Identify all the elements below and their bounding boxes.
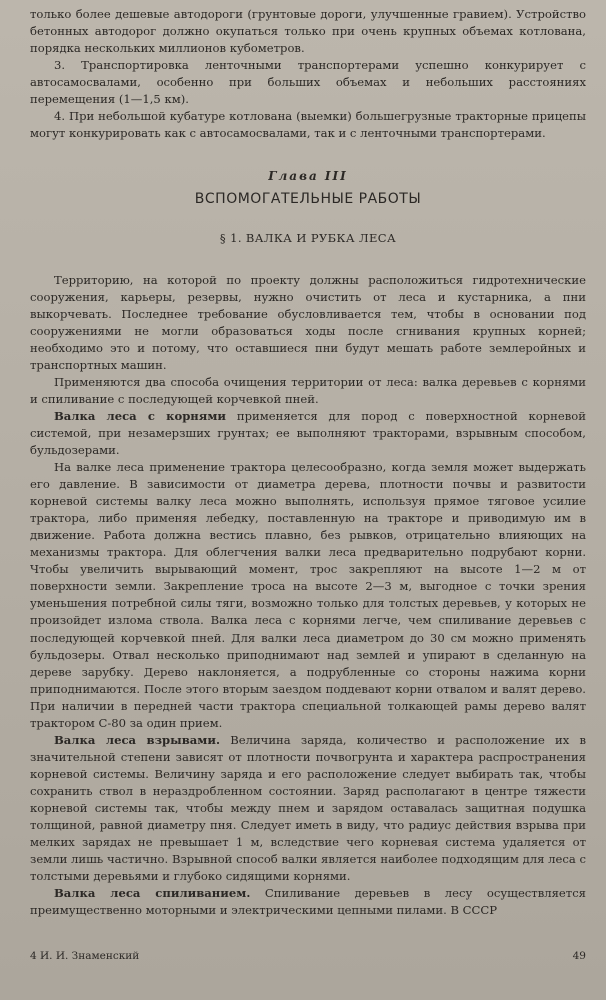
chapter-title: ВСПОМОГАТЕЛЬНЫЕ РАБОТЫ	[194, 191, 422, 208]
paragraph	[30, 732, 586, 885]
section-heading: § 1. ВАЛКА И РУБКА ЛЕСА	[219, 231, 397, 246]
page-footer	[30, 950, 586, 968]
chapter-label: Глава III	[268, 169, 348, 184]
run-in-heading: Валка леса спиливанием.	[54, 886, 251, 901]
page-number: 49	[572, 950, 586, 962]
paragraph: 3. Транспортировка ленточными транспортерами успешно конкурирует с автосамосвалами, особенно при больших объемах и небольших расстояниях перемещения (1—1,5 км).	[30, 58, 586, 107]
paragraph: Территорию, на которой по проекту должны расположиться гидротехнические сооружения, карьеры, резервы, нужно очистить от леса и кустарника, а пни выкорчевать. Последнее требование обусловливается тем, чтобы в основании под сооружениями не могли образоваться ходы после сгнивания крупных корней; необходимо это и потому, что оставшиеся пни будут мешать работе землеройных и транспортных машин.	[30, 272, 586, 372]
run-in-heading: Валка леса с корнями	[54, 408, 227, 423]
signature-mark: 4 И. И. Знаменский	[30, 950, 140, 962]
paragraph: только более дешевые автодороги (грунтовые дороги, улучшенные гравием). Устройство бетонных автодорог должно окупаться только при очень крупных объемах котлована, порядка нескольких миллионов кубометров.	[30, 7, 586, 56]
paragraph-text: Спиливание деревьев в лесу осуществляется преимущественно моторными и электрическими цепными пилами. В СССР	[30, 886, 586, 918]
paragraph: 4. При небольшой кубатуре котлована (выемки) большегрузные тракторные прицепы могут конкурировать как с автосамосвалами, так и с ленточными транспортерами.	[30, 109, 586, 141]
text-column	[30, 6, 586, 919]
paragraph: На валке леса применение трактора целесообразно, когда земля может выдержать его давление. В зависимости от диаметра дерева, плотности почвы и развитости корневой системы валку леса можно выполнять, используя прямое тяговое усилие трактора, либо применяя лебедку, поставленную на тракторе и приводимую им в движение. Работа должна вестись плавно, без рывков, отрицательно влияющих на механизмы трактора. Для облегчения валки леса предварительно подрубают корни. Чтобы увеличить вырывающий момент, трос закрепляют на высоте 1—2 м от поверхности земли. Закрепление троса на высоте 2—3 м, выгодное с точки зрения уменьшения потребной силы тяги, возможно только для толстых деревьев, у которых не произойдет излома ствола. Валка леса с корнями легче, чем спиливание деревьев с последующей корчевкой пней. Для валки леса диаметром до 30 см можно применять бульдозеры. Отвал несколько приподнимают над землей и упирают в сделанную на дереве зарубку. Дерево наклоняется, а подрубленные со стороны нажима корни приподнимаются. После этого вторым заездом поддевают корни отвалом и валят дерево. При наличии в передней части трактора специальной толкающей рамы дерево валят трактором С-80 за один прием.	[30, 460, 586, 730]
paragraph	[30, 885, 586, 919]
run-in-heading: Валка леса взрывами.	[54, 732, 221, 747]
paragraph-text: Величина заряда, количество и расположение их в значительной степени зависят от плотности почвогрунта и характера распространения корневой системы. Величину заряда и его расположение следует выбирать так, чтобы сохранить ствол в нераздробленном состоянии. Заряд располагают в центре тяжести корневой системы так, чтобы между пнем и зарядом оставалась защитная подушка толщиной, равной диаметру пня. Следует иметь в виду, что радиус действия взрыва при мелких зарядах не превышает 1 м, вследствие чего корневая система удаляется от земли лишь частично. Взрывной способ валки является наиболее подходящим для леса с толстыми деревьями и глубоко сидящими корнями.	[30, 732, 586, 884]
paragraph-text: применяется для пород с поверхностной корневой системой, при незамерзших грунтах; ее выполняют тракторами, взрывным способом, бульдозерами.	[30, 408, 586, 457]
paragraph	[30, 408, 586, 459]
paragraph: Применяются два способа очищения территории от леса: валка деревьев с корнями и спиливание с последующей корчевкой пней.	[30, 374, 586, 406]
